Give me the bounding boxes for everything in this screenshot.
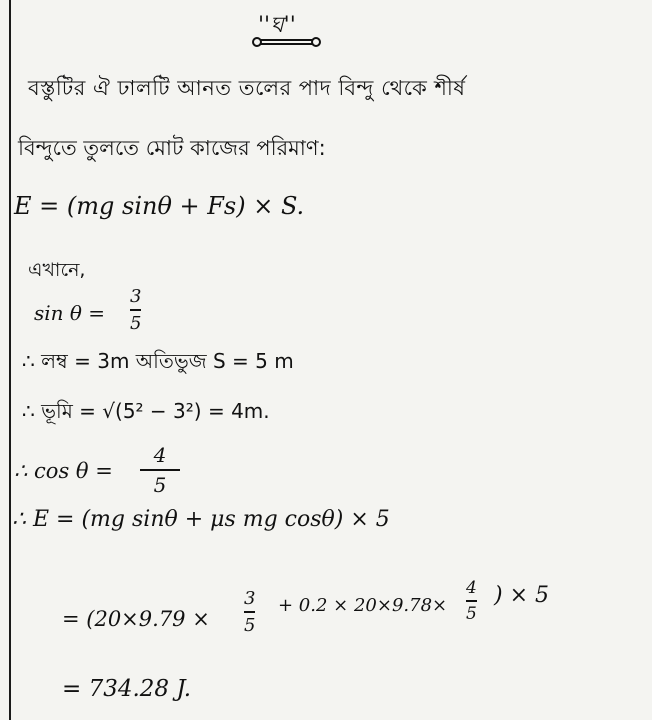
- fraction-bar: [130, 309, 141, 311]
- calc-fraction-1: [244, 588, 255, 636]
- calculation-part-a: = (20×9.79 ×: [62, 607, 210, 631]
- bangla-statement-line2: বিন্দুতে তুলতে মোট কাজের পরিমাণ:: [18, 136, 326, 160]
- fraction-bar: [466, 600, 477, 602]
- where-label: এখানে,: [28, 259, 86, 281]
- calc-numerator-2: 4: [466, 578, 477, 598]
- cos-lhs: ∴ cos θ =: [14, 459, 113, 483]
- sin-numerator: 3: [130, 286, 142, 307]
- part-heading: ''ঘ'': [258, 13, 296, 38]
- calc-denominator-1: 5: [244, 614, 256, 636]
- calc-denominator-2: 5: [466, 603, 477, 624]
- cos-numerator: 4: [153, 443, 167, 467]
- base-line: ∴ ভূমি = √(5² − 3²) = 4m.: [22, 399, 270, 423]
- sin-fraction: [130, 286, 141, 334]
- calc-numerator-1: 3: [244, 588, 256, 609]
- sin-lhs: sin θ =: [34, 301, 106, 325]
- calculation-part-b: + 0.2 × 20×9.78×: [278, 595, 448, 616]
- bangla-statement-line1: বস্তুটির ঐ ঢালটি আনত তলের পাদ বিন্দু থেকে শীর্ষ: [28, 76, 466, 100]
- final-result: = 734.28 J.: [62, 676, 192, 702]
- cos-denominator: 5: [153, 472, 167, 497]
- height-hypotenuse-line: ∴ লম্ব = 3m অতিভুজ S = 5 m: [22, 349, 294, 373]
- calc-fraction-2: [466, 578, 477, 624]
- calculation-part-c: ) × 5: [494, 583, 549, 608]
- energy-formula: ∴ E = (mg sinθ + μs mg cosθ) × 5: [12, 507, 390, 532]
- fraction-bar: [140, 469, 180, 471]
- work-formula: E = (mg sinθ + Fs) × S.: [14, 192, 305, 220]
- sin-denominator: 5: [130, 312, 142, 334]
- fraction-bar: [244, 611, 255, 613]
- cos-fraction: [140, 443, 180, 497]
